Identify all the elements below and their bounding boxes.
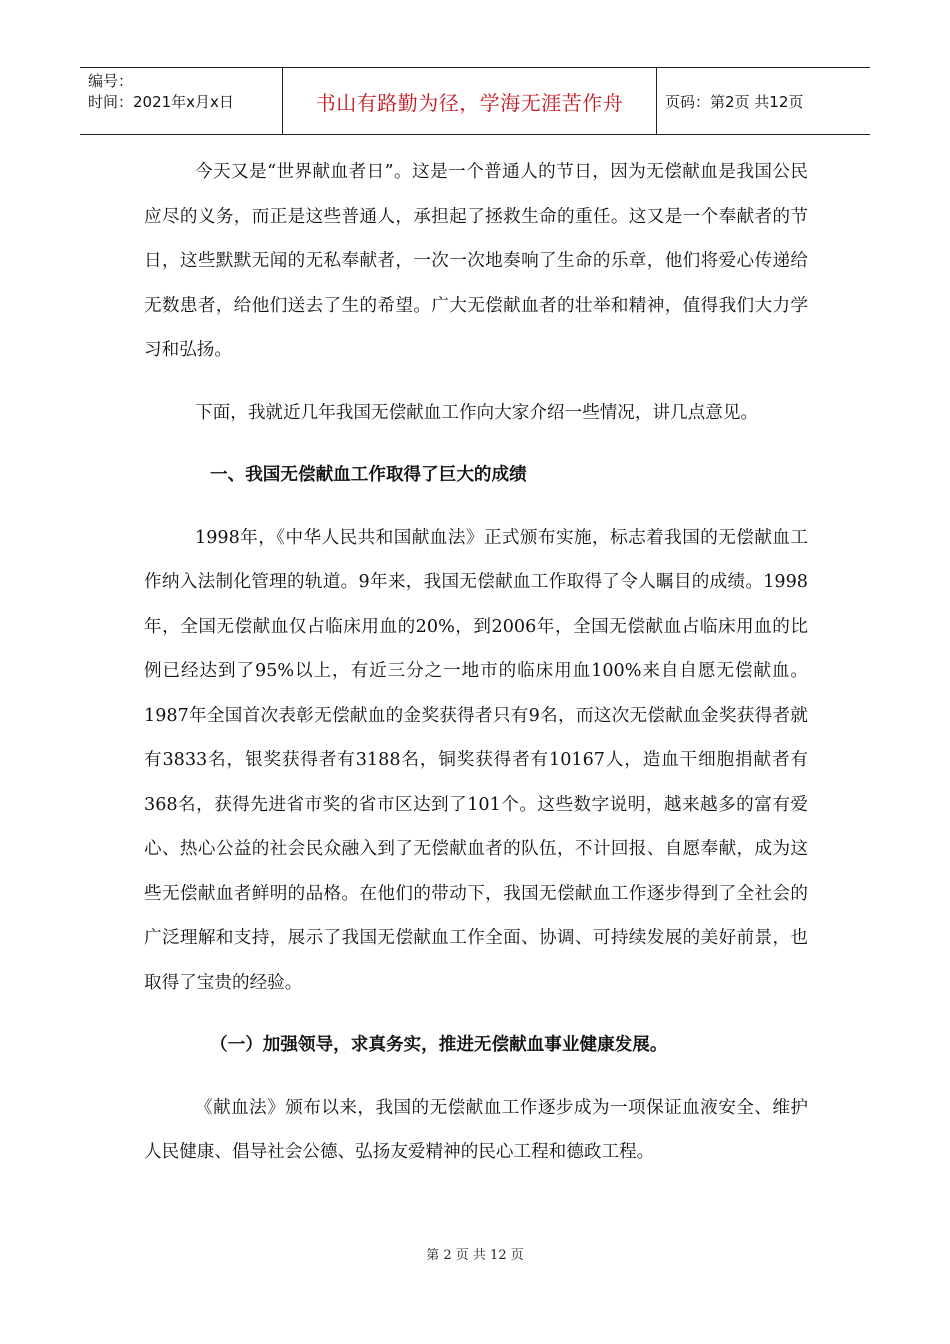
subsection-heading: （一）加强领导，求真务实，推进无偿献血事业健康发展。 — [210, 1034, 668, 1055]
paragraph-law: 《献血法》颁布以来，我国的无偿献血工作逐步成为一项保证血液安全、维护人民健康、倡导社会公德、弘扬友爱精神的民心工程和德政工程。 — [144, 1097, 808, 1162]
header-motto: 书山有路勤为径，学海无涯苦作舟 — [282, 68, 657, 134]
paragraph-achievements: 1998年，《中华人民共和国献血法》正式颁布实施，标志着我国的无偿献血工作纳入法制化管理的轨道。9年来，我国无偿献血工作取得了令人瞩目的成绩。1998年，全国无偿献血仅占临床用血的20%，到2006年，全国无偿献血占临床用血的比例已经达到了95%以上，有近三分之一地市的临床用血100%来自自愿无偿献血。1987年全国首次表彰无偿献血的金奖获得者只有9名，而这次无偿献血金奖获得者就有3833名，银奖获得者有3188名，铜奖获得者有10167人，造血干细胞捐献者有368名，获得先进省市奖的省市区达到了101个。这些数字说明，越来越多的富有爱心、热心公益的社会民众融入到了无偿献血者的队伍，不计回报、自愿奉献，成为这些无偿献血者鲜明的品格。在他们的带动下，我国无偿献血工作逐步得到了全社会的广泛理解和支持，展示了我国无偿献血工作全面、协调、可持续发展的美好前景，也取得了宝贵的经验。 — [144, 527, 808, 993]
header-meta — [80, 68, 282, 134]
time-label: 时间：2021年x月x日 — [88, 93, 234, 111]
number-label: 编号： — [88, 72, 134, 90]
section-heading: 一、我国无偿献血工作取得了巨大的成绩 — [210, 464, 527, 485]
header-page-info: 页码：第2页 共12页 — [665, 92, 804, 111]
page-footer: 第 2 页 共 12 页 — [426, 1248, 524, 1263]
paragraph-intro: 今天又是“世界献血者日”。这是一个普通人的节日，因为无偿献血是我国公民应尽的义务，而正是这些普通人，承担起了拯救生命的重任。这又是一个奉献者的节日，这些默默无闻的无私奉献者，一次一次地奏响了生命的乐章，他们将爱心传递给无数患者，给他们送去了生的希望。广大无偿献血者的壮举和精神，值得我们大力学习和弘扬。 — [144, 162, 808, 360]
document-body — [144, 150, 808, 1175]
page-header — [80, 67, 870, 135]
paragraph-overview: 下面，我就近几年我国无偿献血工作向大家介绍一些情况，讲几点意见。 — [195, 402, 759, 423]
